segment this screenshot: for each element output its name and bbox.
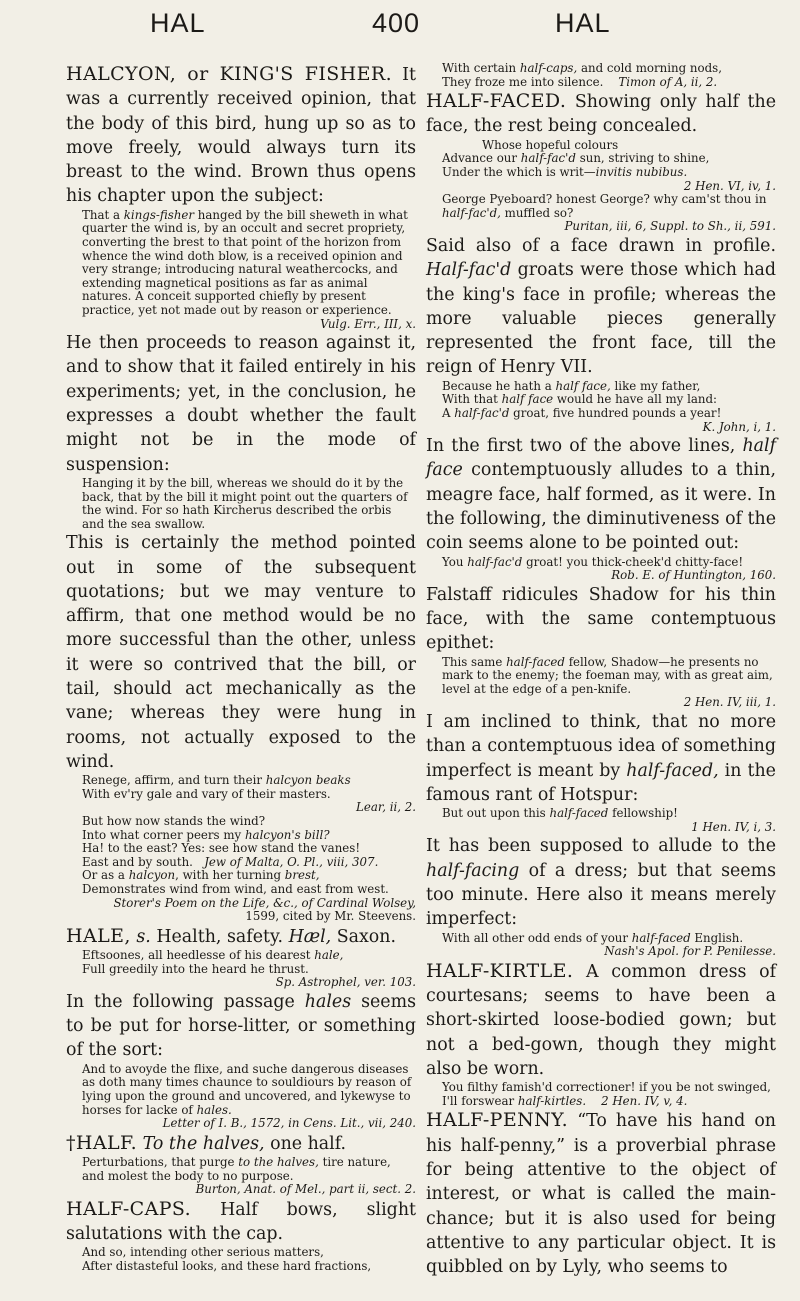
quote-text: That a xyxy=(82,207,121,222)
quote-line: I'll forswear half-kirtles. 2 Hen. IV, v, 4. xyxy=(442,1093,688,1108)
header-left-word: HAL xyxy=(150,8,206,38)
quote-line: East and by south. Jew of Malta, O. Pl., viii, 307. xyxy=(82,854,379,869)
entry-half xyxy=(66,1131,416,1156)
quotation: Perturbations, that purge to the halves, tire nature, and molest the body to no purpose. Burton, Anat. of Mel., part ii, sect. 2. xyxy=(82,1155,416,1197)
quote-line: Renege, affirm, and turn their halcyon beaks xyxy=(82,773,351,788)
quote-source: Nash's Apol. for P. Penilesse. xyxy=(604,944,776,959)
quote-line: But how now stands the wind? xyxy=(82,814,266,829)
paragraph: It has been supposed to allude to the half-facing of a dress; but that seems too minute. Here also it means merely imperfect: xyxy=(426,836,776,930)
part-of-speech: s. xyxy=(136,926,151,947)
paragraph: I am inclined to think, that no more than a contemptuous idea of something imperfect is meant by half-faced, in the famous rant of Hotspur: xyxy=(426,712,776,805)
quote-source: Sp. Astrophel, ver. 103. xyxy=(275,975,416,990)
quote-line: They froze me into silence. Timon of A, ii, 2. xyxy=(442,74,718,89)
headword: HALCYON, or KING'S FISHER. xyxy=(66,63,393,85)
quote-italic: kings-fisher xyxy=(123,207,195,222)
quote-line: Whose hopeful colours xyxy=(482,137,619,152)
quote-source: 1 Hen. IV, i, 3. xyxy=(691,819,776,834)
quote-line: George Pyeboard? honest George? why cam'st thou in half-fac'd, muffled so? xyxy=(442,192,767,220)
quotation xyxy=(426,62,776,89)
quotation: This same half-faced fellow, Shadow—he presents no mark to the enemy; the foeman may, with as great aim, level at the edge of a pen-knife. 2 Hen. IV, iii, 1. xyxy=(442,654,776,710)
phrase: To the halves, xyxy=(142,1133,265,1154)
paragraph: In the following passage hales seems to be put for horse-litter, or something of the sort: xyxy=(66,991,417,1061)
definition: Showing only half the face, the rest being concealed. xyxy=(426,92,777,137)
quotation xyxy=(66,949,416,990)
quote-line: Into what corner peers my halcyon's bill? xyxy=(82,827,330,842)
quote-line: Or as a halcyon, with her turning brest, xyxy=(82,868,320,883)
quote-line: But out upon this half-faced fellowship! xyxy=(442,806,678,821)
quotation xyxy=(66,1063,416,1131)
paragraph: He then proceeds to reason against it, and to show that it failed entirely in his experiments; yet, in the conclusion, he expresses a doubt whether the fault might not be in the mode of suspension: xyxy=(66,333,416,475)
paragraph: Said also of a face drawn in profile. Half-fac'd groats were those which had the king's face in profile; whereas the more valuable pieces generally represented the front face, till the reign of Henry VII. xyxy=(426,235,776,378)
definition: It was a currently received opinion, that the body of this bird, hung up so as to move freely, would always turn its breast to the wind. Brown thus opens his chapter upon the subject: xyxy=(66,65,416,207)
headword: HALE, xyxy=(66,924,131,947)
running-header xyxy=(0,8,800,48)
right-column xyxy=(426,62,776,1280)
definition: one half. xyxy=(270,1133,347,1154)
quotation xyxy=(66,209,416,331)
headword: †HALF. xyxy=(66,1131,138,1154)
quotation xyxy=(426,932,776,959)
quote-line: Ha! to the east? Yes: see how stand the vanes! xyxy=(82,841,361,856)
quote-line: After distasteful looks, and these hard fractions, xyxy=(82,1258,372,1273)
quote-line: Advance our half-fac'd sun, striving to shine, xyxy=(442,151,710,166)
header-right-word: HAL xyxy=(555,8,611,38)
quotation xyxy=(426,807,776,834)
quote-source: Rob. E. of Huntington, 160. xyxy=(611,568,776,583)
quotation xyxy=(66,774,416,924)
quotation xyxy=(426,1081,776,1108)
quote-source: Puritan, iii, 6, Suppl. to Sh., ii, 591. xyxy=(564,219,776,234)
quote-source: K. John, i, 1. xyxy=(702,419,776,434)
paragraph: This is certainly the method pointed out in some of the subsequent quotations; but we may venture to affirm, that one method would be no more successful than the other, unless it were so contrived that the bill, or tail, should act mechanically as the vane; whereas they were hung in rooms, not actually exposed to the wind. xyxy=(66,533,416,772)
quote-line: Demonstrates wind from wind, and east from west. xyxy=(82,882,389,896)
headword: HALF-PENNY. xyxy=(426,1109,569,1132)
quote-source: Vulg. Err., III, x. xyxy=(320,316,416,331)
quote-text: hanged by the bill sheweth in what quarter the wind is, by an occult and secret propriety, converting the brest to that point of the horizon from whence the wind doth blow, is a received opinion and very strange; introducing natural weathercocks, and extending magnetical positions as far as animal natures. A conceit supported chiefly by present practice, yet not made out by reason or experience. xyxy=(82,207,408,317)
definition: “To have his hand on his half-penny,” is a proverbial phrase for being attentive to the object of interest, or what is called the main-chance; but it is also used for being attentive to any particular object. It is quibbled on by Lyly, who seems to xyxy=(426,1111,777,1278)
quote-line: With all other odd ends of your half-faced English. xyxy=(442,930,744,945)
definition: Health, safety. xyxy=(156,926,284,947)
quote-source: 1599, cited by Mr. Steevens. xyxy=(245,909,416,924)
quote-line: Eftsoones, all heedlesse of his dearest hale, xyxy=(82,948,344,963)
quote-line: Full greedily into the heard he thrust. xyxy=(82,961,309,976)
quotation xyxy=(426,380,776,434)
definition: A common dress of courtesans; seems to have been a short-skirted loose-bodied gown; but not a bed-gown, though they might also be worn. xyxy=(426,961,777,1079)
entry-half-faced xyxy=(426,89,776,139)
quote-line: And so, intending other serious matters, xyxy=(82,1245,324,1260)
quote-source: Storer's Poem on the Life, &c., of Cardinal Wolsey, xyxy=(113,895,416,910)
quote-line: With ev'ry gale and vary of their masters. xyxy=(82,786,331,801)
headword: HALF-CAPS. xyxy=(66,1197,192,1220)
quote-source: Letter of I. B., 1572, in Cens. Lit., vii, 240. xyxy=(162,1116,416,1131)
quote-source: Burton, Anat. of Mel., part ii, sect. 2. xyxy=(195,1182,416,1197)
definition: Half bows, slight salutations with the cap. xyxy=(66,1199,417,1245)
entry-halcyon xyxy=(66,62,416,209)
headword: HALF-KIRTLE. xyxy=(426,959,574,982)
quote-text: And to avoyde the flixe, and suche dangerous diseases as doth many times chaunce to souldiours by reason of lying upon the ground and uncovered, and lykewyse to horses for lacke of xyxy=(82,1061,412,1117)
quote-line: Under the which is writ—invitis nubibus. xyxy=(442,164,688,179)
quote-line: You filthy famish'd correctioner! if you be not swinged, xyxy=(442,1080,771,1095)
entry-hale xyxy=(66,924,416,949)
quotation xyxy=(66,477,416,531)
quote-source: Lear, ii, 2. xyxy=(356,800,416,815)
quotation xyxy=(66,1246,416,1273)
quote-line: With certain half-caps, and cold morning nods, xyxy=(442,61,722,75)
quote-line: Because he hath a half face, like my father, xyxy=(442,378,701,393)
left-column xyxy=(66,62,416,1274)
etymon: Hæl, xyxy=(288,926,332,947)
definition: Saxon. xyxy=(336,926,396,947)
entry-half-caps xyxy=(66,1197,416,1247)
entry-half-penny xyxy=(426,1108,776,1279)
quotation xyxy=(426,139,776,234)
paragraph: In the first two of the above lines, half face contemptuously alludes to a thin, meagre face, half formed, as it were. In the following, the diminutiveness of the coin seems alone to be pointed out: xyxy=(426,436,777,554)
quote-text: Hanging it by the bill, whereas we should do it by the back, that by the bill it might point out the quarters of the wind. For so hath Kircherus described the orbis and the sea swallow. xyxy=(82,475,408,531)
headword: HALF-FACED. xyxy=(426,90,567,113)
quote-line: A half-fac'd groat, five hundred pounds a year! xyxy=(442,405,722,420)
page-number: 400 xyxy=(372,8,421,38)
entry-half-kirtle xyxy=(426,959,776,1081)
quote-italic: hales. xyxy=(196,1102,232,1117)
quote-line: With that half face would he have all my land: xyxy=(442,392,718,407)
quote-source: 2 Hen. VI, iv, 1. xyxy=(683,178,776,193)
paragraph: Falstaff ridicules Shadow for his thin face, with the same contemptuous epithet: xyxy=(426,584,776,654)
quote-line: You half-fac'd groat! you thick-cheek'd chitty-face! xyxy=(442,554,744,569)
quotation xyxy=(426,556,776,583)
quote-source: 2 Hen. IV, iii, 1. xyxy=(683,695,776,710)
